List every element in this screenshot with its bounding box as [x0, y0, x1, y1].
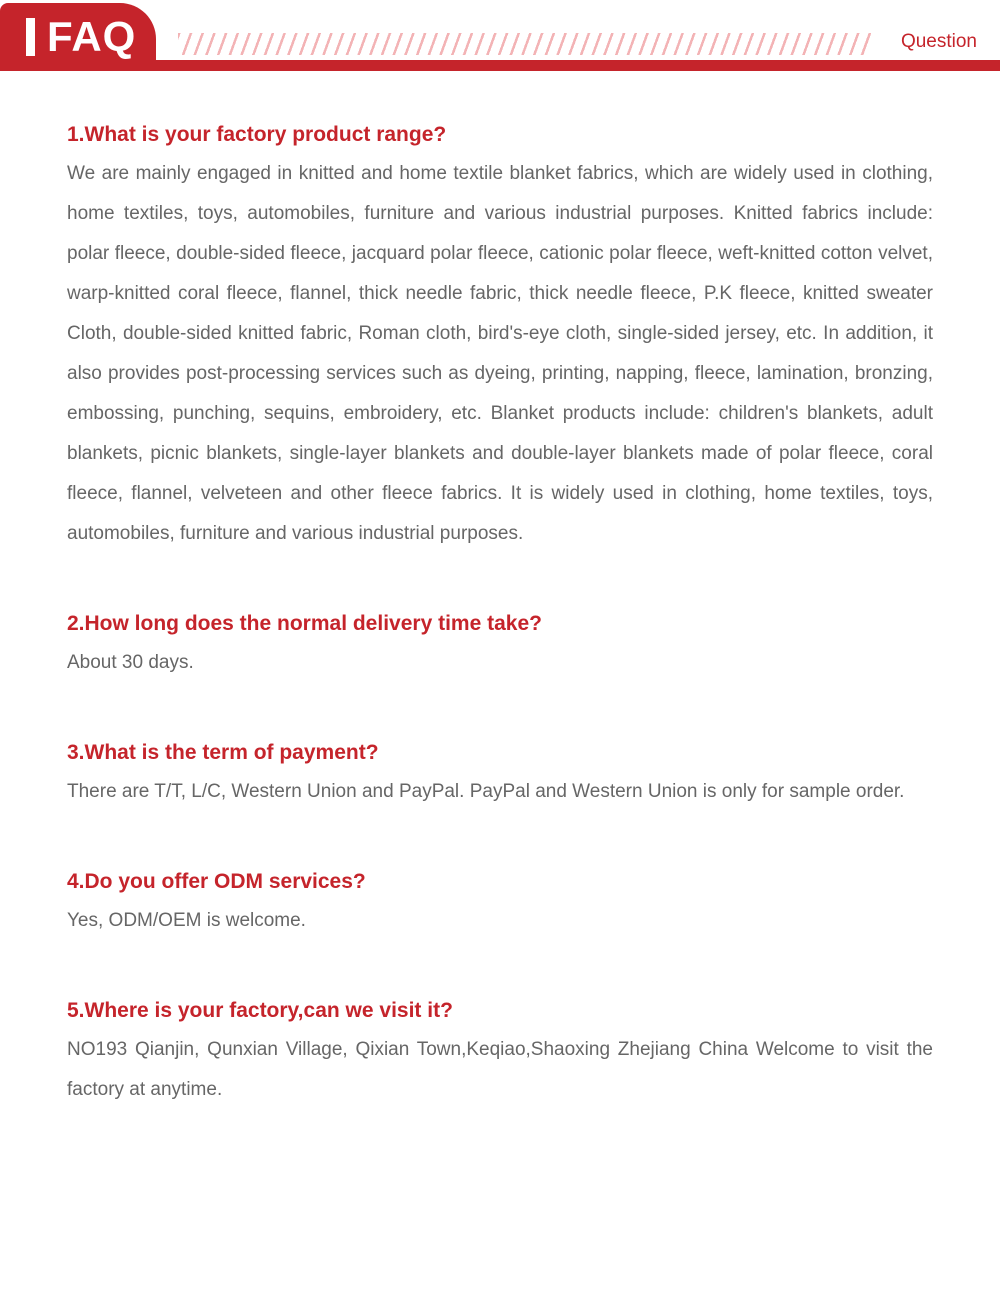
faq-item: [67, 869, 933, 941]
faq-answer: There are T/T, L/C, Western Union and PayPal. PayPal and Western Union is only for sample order.: [67, 781, 905, 802]
faq-question: 4.Do you offer ODM services?: [67, 870, 366, 893]
faq-answer: We are mainly engaged in knitted and home textile blanket fabrics, which are widely used in clothing, home textiles, toys, automobiles, furniture and various industrial purposes. Knitted fabrics include: polar fleece, double-sided fleece, jacquard polar fleece, cationic polar fleece, weft-knitted cotton velvet, warp-knitted coral fleece, flannel, thick needle fabric, thick needle fleece, P.K fleece, knitted sweater Cloth, double-sided knitted fabric, Roman cloth, bird's-eye cloth, single-sided jersey, etc. In addition, it also provides post-processing services such as dyeing, printing, napping, fleece, lamination, bronzing, embossing, punching, sequins, embroidery, etc. Blanket products include: children's blankets, adult blankets, picnic blankets, single-layer blankets and double-layer blankets made of polar fleece, coral fleece, flannel, velveteen and other fleece fabrics. It is widely used in clothing, home textiles, toys, automobiles, furniture and various industrial purposes.: [67, 163, 933, 544]
faq-question: 3.What is the term of payment?: [67, 741, 379, 764]
faq-question: 5.Where is your factory,can we visit it?: [67, 999, 453, 1022]
hatch-stripes-icon: [178, 33, 872, 55]
faq-list: [0, 71, 1000, 1110]
faq-header: [0, 0, 1000, 71]
faq-item: [67, 998, 933, 1110]
faq-answer: Yes, ODM/OEM is welcome.: [67, 910, 306, 931]
faq-item: [67, 740, 933, 812]
faq-item: [67, 122, 933, 554]
faq-answer: NO193 Qianjin, Qunxian Village, Qixian Town,Keqiao,Shaoxing Zhejiang China Welcome to visit the factory at anytime.: [67, 1039, 933, 1100]
badge-accent-bar: [26, 18, 35, 56]
faq-item: [67, 611, 933, 683]
header-question-label: Question: [900, 31, 977, 52]
header-underline-bar: [0, 60, 1000, 71]
faq-badge-label: FAQ: [47, 13, 137, 60]
faq-answer: About 30 days.: [67, 652, 194, 673]
faq-question: 2.How long does the normal delivery time take?: [67, 612, 542, 635]
faq-question: 1.What is your factory product range?: [67, 123, 447, 146]
